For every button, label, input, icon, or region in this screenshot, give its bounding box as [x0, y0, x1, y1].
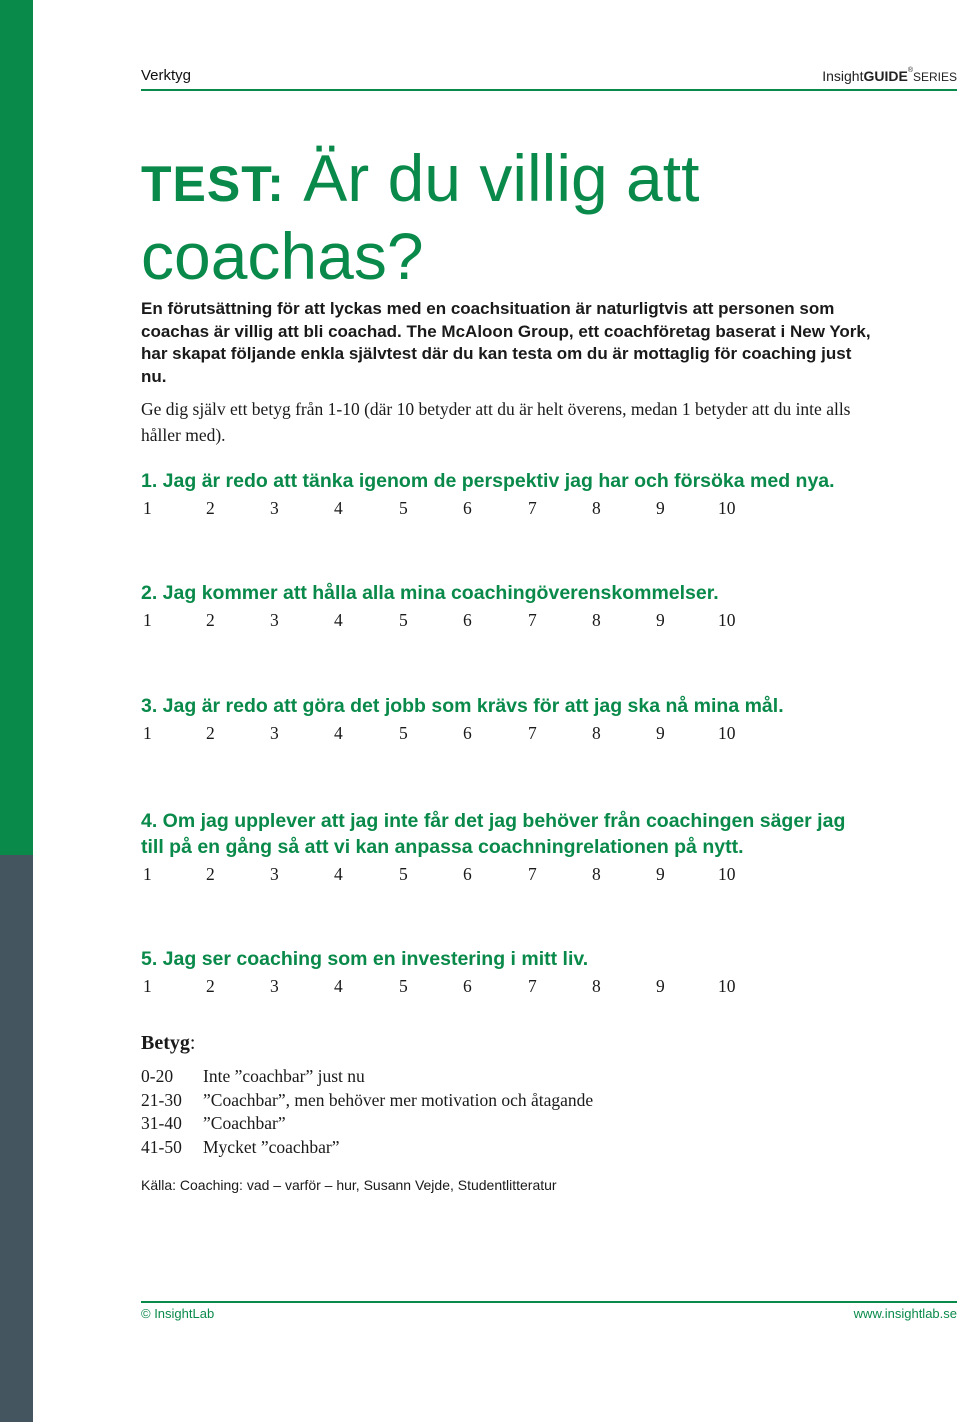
- rating-option[interactable]: 9: [656, 976, 665, 996]
- question-2: [141, 580, 871, 638]
- footer-divider: [141, 1301, 957, 1303]
- grading-row: [141, 1066, 741, 1090]
- rating-option[interactable]: 9: [656, 864, 665, 884]
- rating-scale: [141, 976, 871, 1004]
- grading-title-colon: :: [189, 1032, 196, 1054]
- rating-option[interactable]: 3: [270, 723, 279, 743]
- rating-option[interactable]: 8: [592, 864, 601, 884]
- rating-option[interactable]: 2: [206, 498, 215, 518]
- rating-option[interactable]: 4: [334, 610, 343, 630]
- rating-option[interactable]: 7: [528, 864, 537, 884]
- rating-option[interactable]: 2: [206, 610, 215, 630]
- rating-option[interactable]: 4: [334, 723, 343, 743]
- rating-option[interactable]: 9: [656, 723, 665, 743]
- rating-option[interactable]: 9: [656, 610, 665, 630]
- grading-table: [141, 1066, 741, 1160]
- title-rest: Är du villig att coachas?: [141, 141, 700, 293]
- instruction-paragraph: Ge dig själv ett betyg från 1-10 (där 10 betyder att du är helt överens, medan 1 betyder att du inte alls håller med).: [141, 399, 851, 445]
- rating-option[interactable]: 8: [592, 610, 601, 630]
- brand-guide: GUIDE: [863, 68, 908, 84]
- rating-option[interactable]: 5: [399, 864, 408, 884]
- rating-scale: [141, 864, 871, 892]
- rating-scale: [141, 498, 871, 526]
- grading-title-text: Betyg: [141, 1032, 190, 1054]
- rating-option[interactable]: 6: [463, 723, 472, 743]
- rating-option[interactable]: 8: [592, 976, 601, 996]
- rating-option[interactable]: 5: [399, 723, 408, 743]
- rating-option[interactable]: 5: [399, 498, 408, 518]
- rating-option[interactable]: 10: [718, 723, 736, 743]
- rating-option[interactable]: 7: [528, 723, 537, 743]
- rating-option[interactable]: 6: [463, 976, 472, 996]
- rating-option[interactable]: 10: [718, 976, 736, 996]
- grading-range: 21-30: [141, 1089, 182, 1110]
- rating-option[interactable]: 1: [143, 610, 152, 630]
- grading-row: [141, 1113, 741, 1137]
- brand-logo: [822, 68, 957, 84]
- intro-paragraph: En förutsättning för att lyckas med en coachsituation är naturligtvis att personen som coachas är villig att bli coachad. The McAloon Group, ett coachföretag baserat i New York, har skapat följande enkla självtest där du kan testa om du är mottaglig för coaching just nu.: [141, 299, 871, 386]
- rating-option[interactable]: 4: [334, 976, 343, 996]
- question-text: 4. Om jag upplever att jag inte får det jag behöver från coachingen säger jag till på en gång så att vi kan anpassa coachningrelationen på nytt.: [141, 810, 846, 858]
- question-text: 1. Jag är redo att tänka igenom de perspektiv jag har och försöka med nya.: [141, 470, 835, 492]
- rating-option[interactable]: 3: [270, 976, 279, 996]
- rating-option[interactable]: 6: [463, 610, 472, 630]
- rating-option[interactable]: 7: [528, 498, 537, 518]
- rating-option[interactable]: 8: [592, 498, 601, 518]
- rating-option[interactable]: 7: [528, 610, 537, 630]
- rating-option[interactable]: 2: [206, 723, 215, 743]
- rating-option[interactable]: 3: [270, 864, 279, 884]
- rating-option[interactable]: 7: [528, 976, 537, 996]
- question-5: [141, 946, 871, 1004]
- grading-row: [141, 1137, 741, 1161]
- rating-option[interactable]: 10: [718, 610, 736, 630]
- side-accent-bar-slate: [0, 855, 33, 1422]
- grading-description: Mycket ”coachbar”: [203, 1136, 340, 1157]
- page-header: [141, 64, 957, 90]
- rating-option[interactable]: 2: [206, 864, 215, 884]
- rating-option[interactable]: 5: [399, 610, 408, 630]
- rating-option[interactable]: 10: [718, 864, 736, 884]
- rating-option[interactable]: 2: [206, 976, 215, 996]
- question-1: [141, 468, 871, 526]
- rating-scale: [141, 723, 871, 751]
- brand-registered-mark: ®: [907, 67, 913, 74]
- rating-option[interactable]: 8: [592, 723, 601, 743]
- brand-insight: Insight: [822, 68, 864, 84]
- grading-range: 31-40: [141, 1113, 182, 1134]
- question-4: [141, 808, 871, 892]
- question-text: 2. Jag kommer att hålla alla mina coachingöverenskommelser.: [141, 582, 719, 604]
- question-text: 5. Jag ser coaching som en investering i mitt liv.: [141, 948, 589, 970]
- rating-option[interactable]: 1: [143, 864, 152, 884]
- brand-series: SERIES: [912, 70, 957, 84]
- title-lead: TEST:: [141, 156, 285, 212]
- rating-option[interactable]: 4: [334, 864, 343, 884]
- rating-option[interactable]: 1: [143, 976, 152, 996]
- grading-range: 41-50: [141, 1136, 182, 1157]
- rating-option[interactable]: 3: [270, 610, 279, 630]
- header-divider: [141, 89, 957, 91]
- page-title: [141, 142, 941, 292]
- rating-option[interactable]: 9: [656, 498, 665, 518]
- source-citation: Källa: Coaching: vad – varför – hur, Susann Vejde, Studentlitteratur: [141, 1177, 557, 1193]
- rating-option[interactable]: 5: [399, 976, 408, 996]
- rating-option[interactable]: 1: [143, 723, 152, 743]
- rating-option[interactable]: 6: [463, 498, 472, 518]
- rating-option[interactable]: 3: [270, 498, 279, 518]
- rating-scale: [141, 610, 871, 638]
- rating-option[interactable]: 1: [143, 498, 152, 518]
- grading-description: ”Coachbar”: [203, 1113, 286, 1134]
- section-label: Verktyg: [141, 67, 192, 84]
- footer-copyright: © InsightLab: [141, 1306, 215, 1321]
- footer-website-link[interactable]: www.insightlab.se: [853, 1306, 957, 1321]
- question-text: 3. Jag är redo att göra det jobb som krävs för att jag ska nå mina mål.: [141, 695, 784, 717]
- grading-title: [141, 1032, 195, 1055]
- grading-description: ”Coachbar”, men behöver mer motivation och åtagande: [203, 1089, 594, 1110]
- grading-description: Inte ”coachbar” just nu: [203, 1066, 365, 1086]
- side-accent-bar-green: [0, 0, 33, 855]
- grading-row: [141, 1090, 741, 1114]
- rating-option[interactable]: 10: [718, 498, 736, 518]
- rating-option[interactable]: 6: [463, 864, 472, 884]
- grading-range: 0-20: [141, 1066, 174, 1086]
- question-3: [141, 693, 871, 751]
- rating-option[interactable]: 4: [334, 498, 343, 518]
